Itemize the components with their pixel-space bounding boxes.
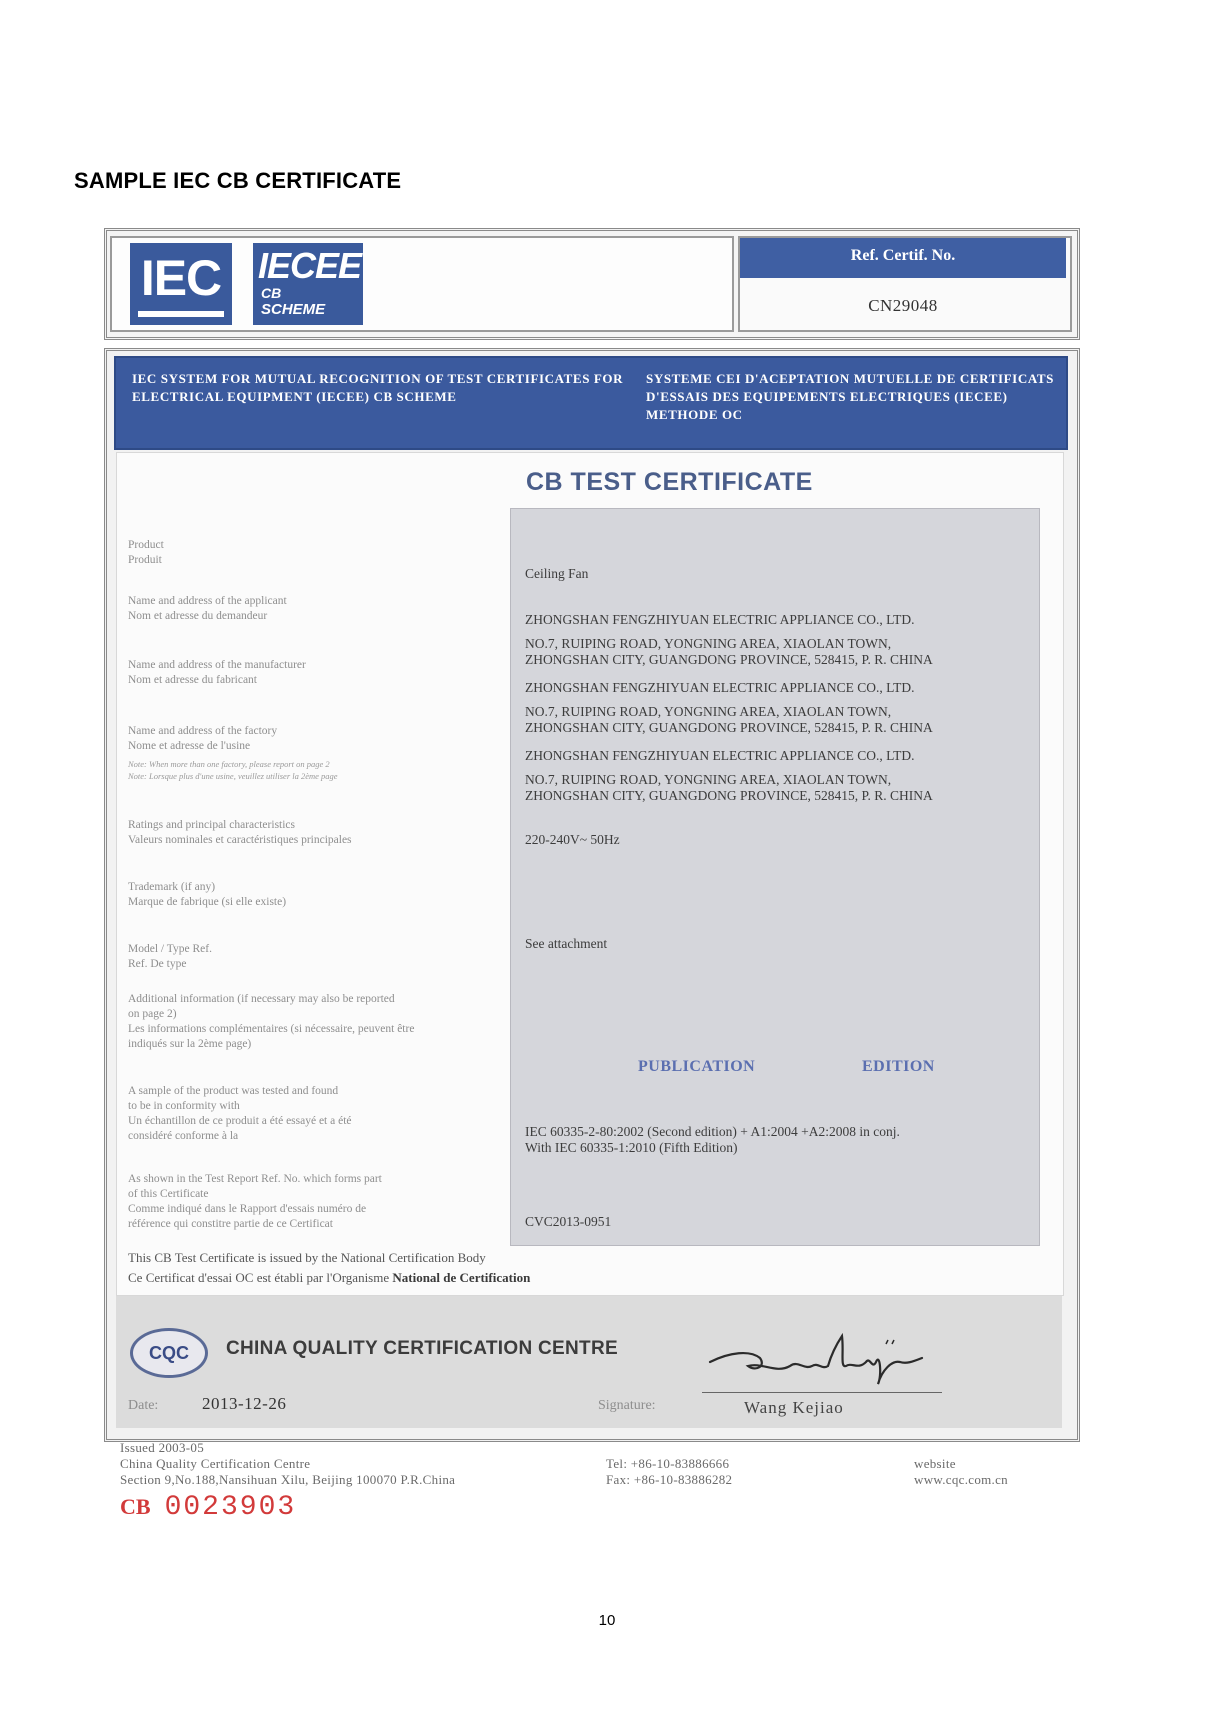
cb-serial: 0023903 <box>164 1492 297 1523</box>
label-applicant-fr: Nom et adresse du demandeur <box>128 610 268 622</box>
iecee-logo-cb: CB <box>261 285 282 301</box>
label-factory-note <box>128 758 338 782</box>
edition-heading: EDITION <box>862 1058 935 1075</box>
label-sample-en2: to be in conformity with <box>128 1100 240 1112</box>
label-ratings-en: Ratings and principal characteristics <box>128 819 296 831</box>
ref-certificate-number: CN29048 <box>868 296 938 315</box>
value-applicant-addr2: ZHONGSHAN CITY, GUANGDONG PROVINCE, 528415, P. R. CHINA <box>525 652 933 667</box>
value-manufacturer-addr1: NO.7, RUIPING ROAD, YONGNING AREA, XIAOLAN TOWN, <box>525 704 892 719</box>
label-trademark-en: Trademark (if any) <box>128 881 216 893</box>
label-sample-fr1: Un échantillon de ce produit a été essayé et a été <box>128 1115 352 1127</box>
label-test-report <box>128 1172 382 1232</box>
label-additional-en1: Additional information (if necessary may also be reported <box>128 993 395 1005</box>
label-sample-fr2: considéré conforme à la <box>128 1130 239 1142</box>
cqc-logo: CQC <box>130 1328 208 1378</box>
label-model-en: Model / Type Ref. <box>128 943 212 955</box>
label-report-en2: of this Certificate <box>128 1188 209 1200</box>
label-manufacturer <box>128 658 306 688</box>
label-product <box>128 538 164 568</box>
iec-logo-text: IEC <box>140 250 222 306</box>
label-report-en1: As shown in the Test Report Ref. No. which forms part <box>128 1173 382 1185</box>
value-product: Ceiling Fan <box>525 566 589 581</box>
label-factory-en: Name and address of the factory <box>128 725 278 737</box>
label-factory-note-en: Note: When more than one factory, please report on page 2 <box>128 759 330 769</box>
label-product-en: Product <box>128 539 164 551</box>
label-ratings <box>128 818 352 848</box>
label-applicant-en: Name and address of the applicant <box>128 595 287 607</box>
label-additional-fr1: Les informations complémentaires (si nécessaire, peuvent être <box>128 1023 415 1035</box>
signature-icon <box>700 1322 950 1392</box>
value-standard-line1: IEC 60335-2-80:2002 (Second edition) + A1:2004 +A2:2008 in conj. <box>525 1124 900 1139</box>
value-factory-address <box>525 772 933 804</box>
value-model: See attachment <box>525 936 608 951</box>
footer-org: China Quality Certification Centre <box>120 1456 311 1471</box>
label-sample-en1: A sample of the product was tested and found <box>128 1085 339 1097</box>
publication-heading: PUBLICATION <box>638 1058 756 1075</box>
label-additional-info <box>128 992 414 1052</box>
label-sample-conformity <box>128 1084 352 1144</box>
value-test-report-number: CVC2013-0951 <box>525 1214 612 1229</box>
label-factory-fr: Nome et adresse de l'usine <box>128 740 251 752</box>
issued-by-fr <box>128 1268 530 1288</box>
footer-tel: Tel: +86-10-83886666 <box>606 1456 730 1471</box>
iecee-logo-text: IECEE <box>258 245 362 286</box>
label-trademark <box>128 880 286 910</box>
date-label: Date: <box>128 1398 159 1413</box>
ref-certificate-label: Ref. Certif. No. <box>740 238 1066 278</box>
value-standard-line2: With IEC 60335-1:2010 (Fifth Edition) <box>525 1140 738 1155</box>
label-report-fr2: référence qui constitre partie de ce Certificat <box>128 1218 333 1230</box>
iec-logo-bar <box>138 311 224 317</box>
value-applicant-name: ZHONGSHAN FENGZHIYUAN ELECTRIC APPLIANCE CO., LTD. <box>525 612 915 627</box>
date-value: 2013-12-26 <box>202 1394 287 1413</box>
value-applicant-addr1: NO.7, RUIPING ROAD, YONGNING AREA, XIAOLAN TOWN, <box>525 636 892 651</box>
signature-line <box>702 1392 942 1393</box>
footer-fax: Fax: +86-10-83886282 <box>606 1472 733 1487</box>
iecee-cb-scheme-logo <box>253 243 363 325</box>
iec-logo <box>130 243 232 325</box>
footer-website-url: www.cqc.com.cn <box>914 1472 1008 1487</box>
footer-website <box>914 1456 1008 1488</box>
label-trademark-fr: Marque de fabrique (si elle existe) <box>128 896 287 908</box>
label-ratings-fr: Valeurs nominales et caractéristiques principales <box>128 834 352 846</box>
issued-by-fr-prefix: Ce Certificat d'essai OC est établi par l'Organisme <box>128 1270 390 1285</box>
value-factory-name: ZHONGSHAN FENGZHIYUAN ELECTRIC APPLIANCE CO., LTD. <box>525 748 915 763</box>
certificate-title: CB TEST CERTIFICATE <box>526 468 813 496</box>
cb-serial-number <box>120 1492 296 1523</box>
issued-by-en: This CB Test Certificate is issued by the National Certification Body <box>128 1250 486 1265</box>
footer-website-label: website <box>914 1456 956 1471</box>
page-number: 10 <box>598 1612 616 1629</box>
scheme-title-english: IEC SYSTEM FOR MUTUAL RECOGNITION OF TEST CERTIFICATES FOR ELECTRICAL EQUIPMENT (IECEE) CB SCHEME <box>132 371 624 404</box>
cb-prefix: CB <box>120 1494 151 1519</box>
label-applicant <box>128 594 287 624</box>
label-product-fr: Produit <box>128 554 162 566</box>
label-additional-en2: on page 2) <box>128 1008 177 1020</box>
footer-issuer <box>120 1440 455 1488</box>
iecee-logo-scheme: SCHEME <box>261 301 326 318</box>
label-factory <box>128 724 277 754</box>
label-factory-note-fr: Note: Lorsque plus d'une usine, veuillez utiliser la 2ème page <box>128 771 338 781</box>
signatory-name: Wang Kejiao <box>744 1398 844 1417</box>
scheme-title-french: SYSTEME CEI D'ACEPTATION MUTUELLE DE CERTIFICATS D'ESSAIS DES EQUIPEMENTS ELECTRIQUES (IECEE) METHODE OC <box>646 371 1054 422</box>
label-report-fr1: Comme indiqué dans le Rapport d'essais numéro de <box>128 1203 367 1215</box>
label-model <box>128 942 212 972</box>
value-ratings: 220-240V~ 50Hz <box>525 832 620 847</box>
value-manufacturer-name: ZHONGSHAN FENGZHIYUAN ELECTRIC APPLIANCE CO., LTD. <box>525 680 915 695</box>
footer-address: Section 9,No.188,Nansihuan Xilu, Beijing 100070 P.R.China <box>120 1472 456 1487</box>
value-factory-addr1: NO.7, RUIPING ROAD, YONGNING AREA, XIAOLAN TOWN, <box>525 772 892 787</box>
value-applicant-address <box>525 636 933 668</box>
footer-contact <box>606 1456 732 1488</box>
value-standard <box>525 1124 900 1156</box>
issued-by-statement <box>128 1248 530 1288</box>
value-manufacturer-address <box>525 704 933 736</box>
issued-by-fr-bold: National de Certification <box>392 1270 531 1285</box>
value-manufacturer-addr2: ZHONGSHAN CITY, GUANGDONG PROVINCE, 528415, P. R. CHINA <box>525 720 933 735</box>
label-model-fr: Ref. De type <box>128 958 187 970</box>
signature-label: Signature: <box>598 1398 656 1413</box>
value-factory-addr2: ZHONGSHAN CITY, GUANGDONG PROVINCE, 528415, P. R. CHINA <box>525 788 933 803</box>
label-manufacturer-fr: Nom et adresse du fabricant <box>128 674 258 686</box>
label-additional-fr2: indiqués sur la 2ème page) <box>128 1038 252 1050</box>
cqc-name: CHINA QUALITY CERTIFICATION CENTRE <box>226 1338 618 1359</box>
footer-issued: Issued 2003-05 <box>120 1440 204 1455</box>
label-manufacturer-en: Name and address of the manufacturer <box>128 659 306 671</box>
page-heading: SAMPLE IEC CB CERTIFICATE <box>74 168 402 193</box>
